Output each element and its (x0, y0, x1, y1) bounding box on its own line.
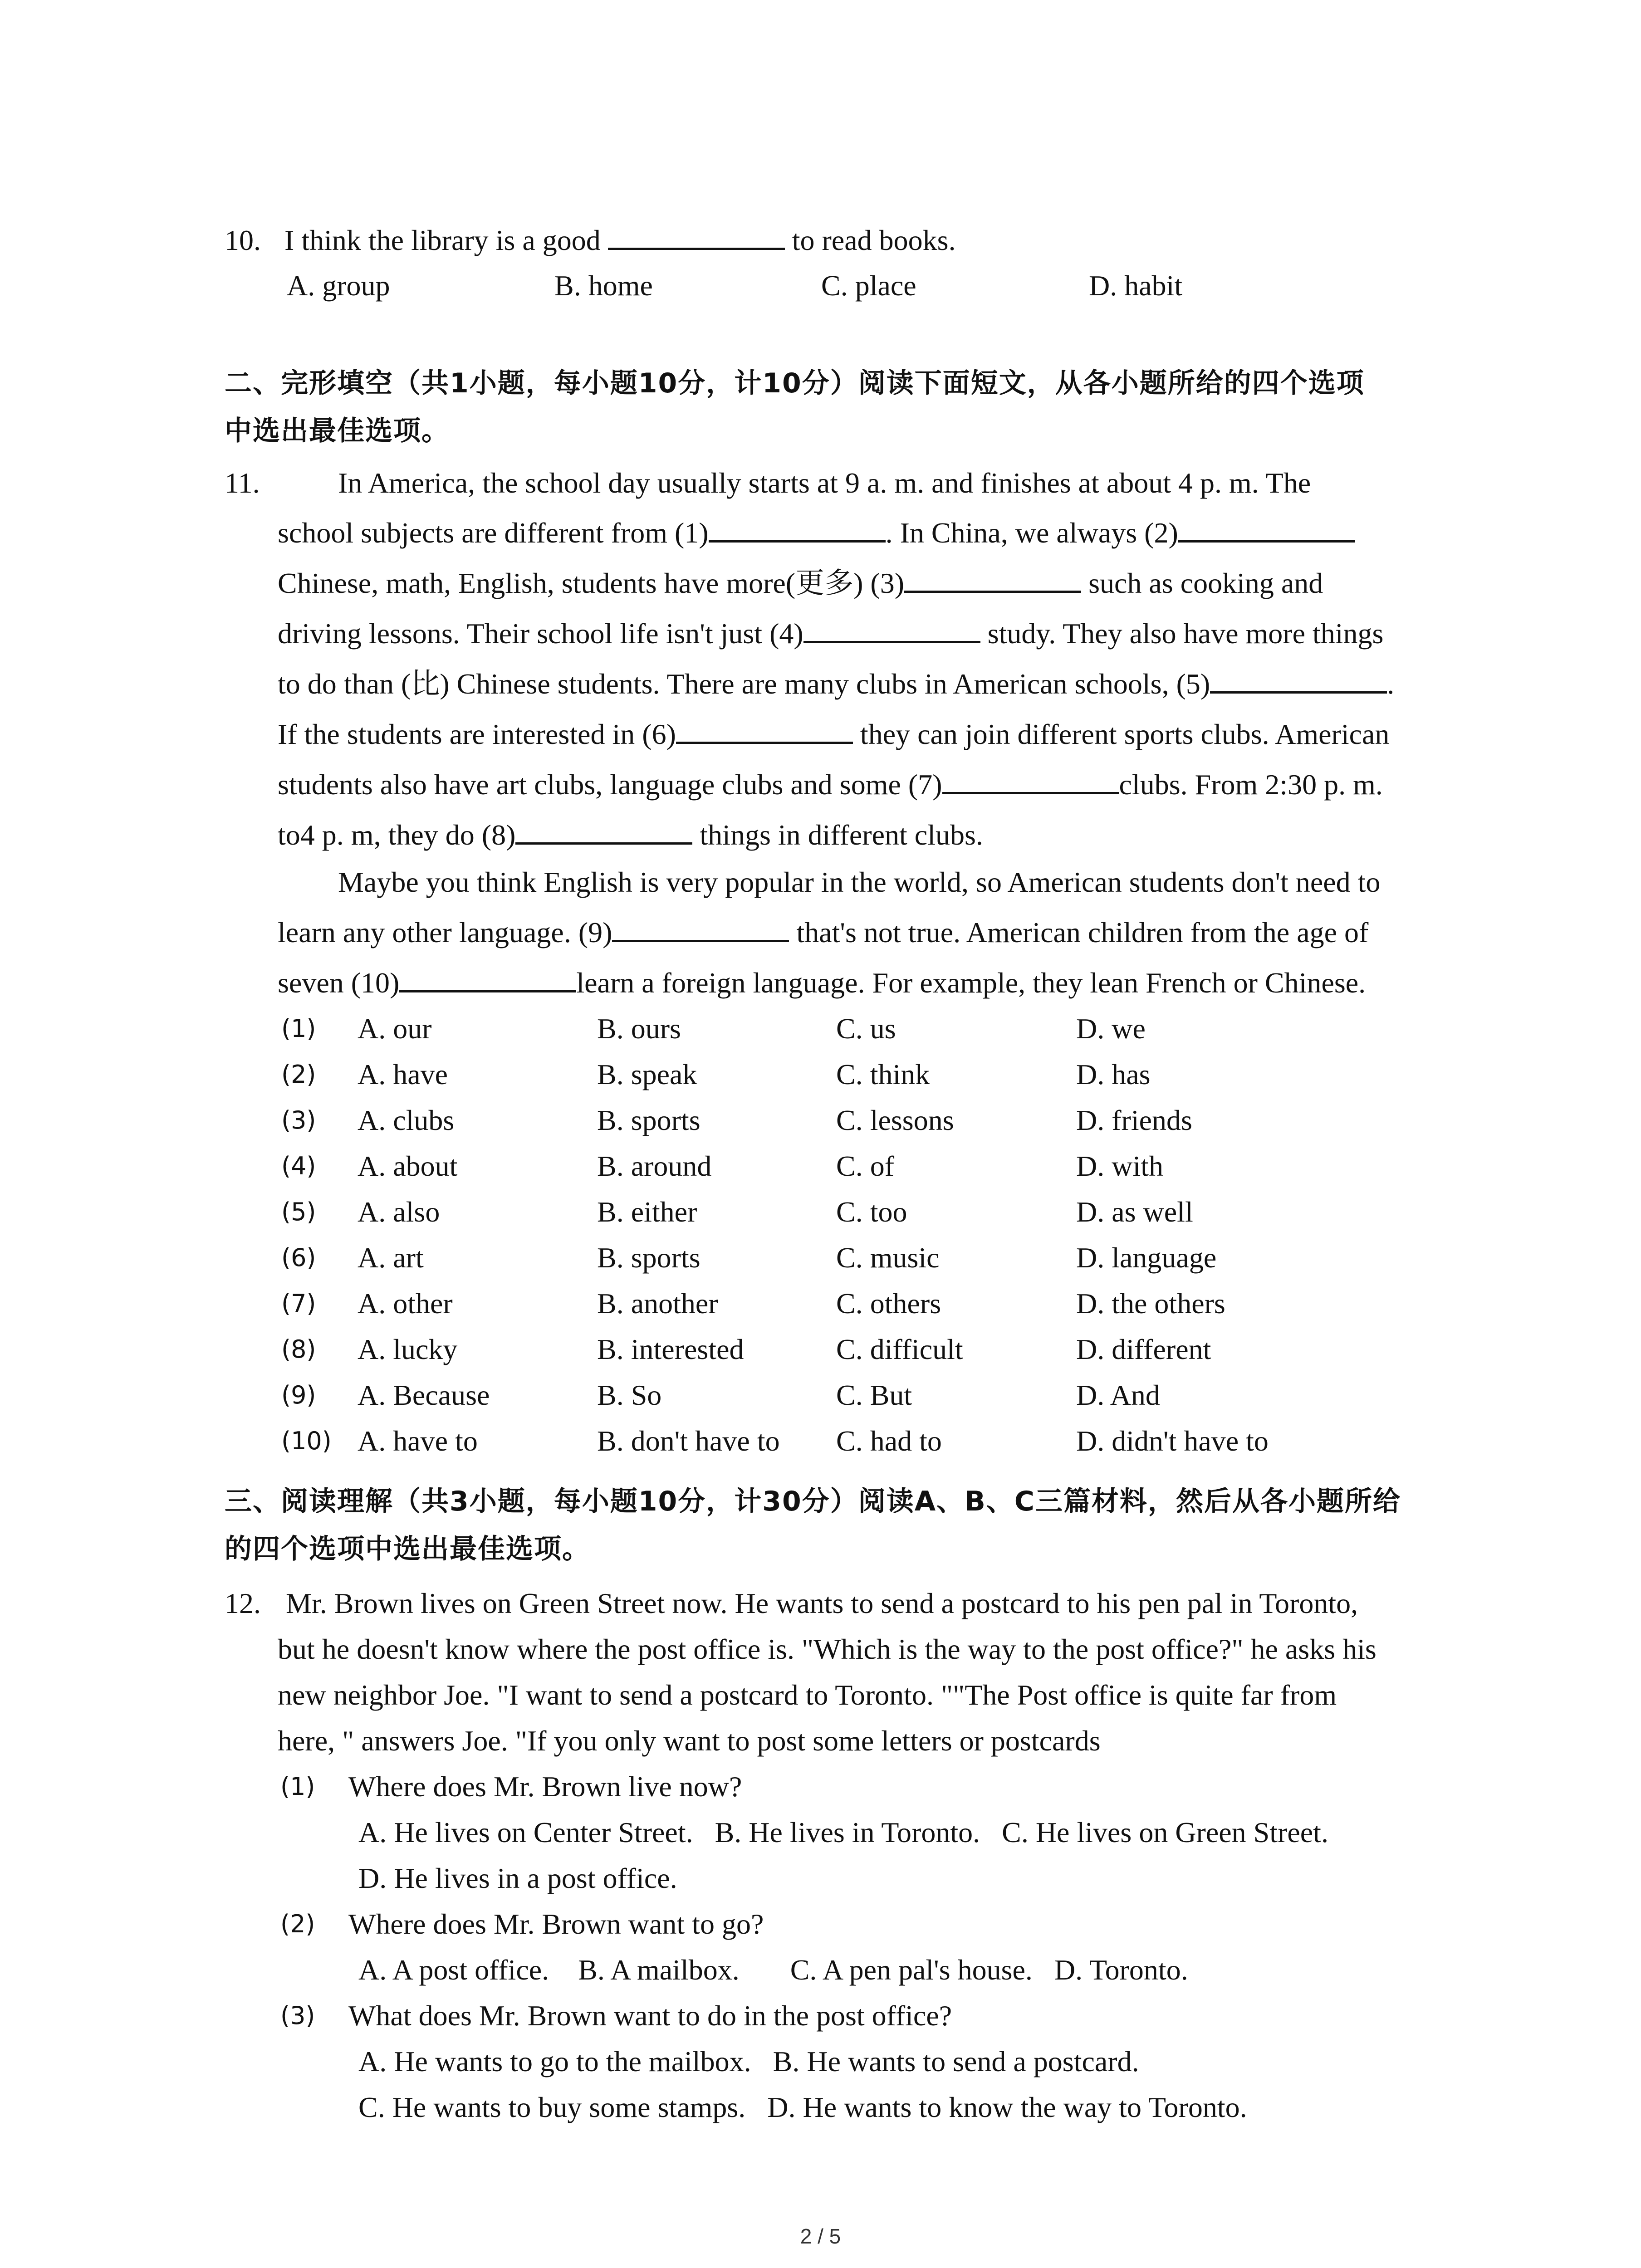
page-number: 2 / 5 (800, 2224, 841, 2248)
q10-number: 10. (225, 224, 261, 256)
q10-option-a: A. group (287, 269, 390, 302)
q11-blank-9 (612, 912, 789, 942)
q11-choice-option-b: B. either (597, 1196, 697, 1228)
q11-choice-number: (6) (281, 1243, 316, 1272)
q11-blank-2 (1178, 512, 1355, 543)
q11-choice-number: (9) (281, 1381, 316, 1409)
q10-option-c: C. place (821, 269, 916, 302)
q11-choice-option-b: B. speak (597, 1058, 697, 1090)
q11-choice-number: (7) (281, 1289, 316, 1318)
q11-passage-line: If the students are interested in (6) they can join different sports clubs. American (278, 712, 1389, 757)
q12-sub2-option-b: B. A mailbox. (578, 1954, 740, 1986)
q12-sub3-option-d: D. He wants to know the way to Toronto. (767, 2091, 1247, 2123)
q11-choice-option-a: A. our (358, 1012, 432, 1045)
q11-number: 11. (225, 467, 260, 499)
q11-choice-option-c: C. But (836, 1379, 912, 1411)
q11-passage-line: driving lessons. Their school life isn't just (4) study. They also have more things (278, 611, 1383, 656)
q11-choice-option-b: B. another (597, 1287, 718, 1320)
section3-heading-line1: 三、阅读理解（共3小题，每小题10分，计30分）阅读A、B、C三篇材料，然后从各小题所给 (225, 1486, 1401, 1517)
q11-choice-option-d: D. friends (1076, 1104, 1192, 1136)
section3-heading-line2: 的四个选项中选出最佳选项。 (225, 1533, 590, 1565)
q11-choice-number: (2) (281, 1060, 316, 1089)
q12-sub2-option-d: D. Toronto. (1054, 1954, 1188, 1986)
q12-sub3-question: What does Mr. Brown want to do in the post office? (348, 1999, 952, 2032)
q11-choice-option-d: D. different (1076, 1333, 1211, 1365)
q11-choice-option-d: D. language (1076, 1242, 1217, 1274)
q12-sub1-option-d: D. He lives in a post office. (358, 1862, 677, 1894)
q11-choice-option-d: D. we (1076, 1012, 1146, 1045)
q11-blank-10 (399, 962, 576, 992)
q11-choice-option-b: B. interested (597, 1333, 744, 1365)
q12-sub1-option-b: B. He lives in Toronto. (715, 1816, 980, 1848)
q11-choice-option-d: D. And (1076, 1379, 1160, 1411)
q11-choice-number: (5) (281, 1198, 316, 1226)
q11-choice-number: (3) (281, 1106, 316, 1134)
q10-stem-text: I think the library is a good (284, 224, 601, 256)
q11-passage-line: Chinese, math, English, students have more(更多) (3) such as cooking and (278, 561, 1323, 606)
q11-passage-line: In America, the school day usually starts at 9 a. m. and finishes at about 4 p. m. The (338, 467, 1311, 499)
q11-choice-option-a: A. lucky (358, 1333, 458, 1365)
q11-choice-number: (8) (281, 1335, 316, 1364)
section2-heading-line2: 中选出最佳选项。 (225, 415, 450, 447)
q11-passage-line: to do than (比) Chinese students. There are many clubs in American schools, (5) . (278, 661, 1394, 707)
q12-sub2-question: Where does Mr. Brown want to go? (348, 1908, 764, 1940)
q10-option-b: B. home (554, 269, 653, 302)
q10-stem (225, 218, 956, 263)
q11-choice-option-b: B. sports (597, 1104, 700, 1136)
q12-passage-line: Mr. Brown lives on Green Street now. He wants to send a postcard to his pen pal in Toronto, (286, 1587, 1358, 1619)
q11-choice-option-c: C. us (836, 1012, 896, 1045)
q12-sub3-number: (3) (280, 2001, 315, 2030)
q11-choice-number: (4) (281, 1152, 316, 1180)
q12-passage-line: new neighbor Joe. "I want to send a postcard to Toronto. ""The Post office is quite far from (278, 1679, 1337, 1711)
q12-sub2-option-a: A. A post office. (358, 1954, 549, 1986)
q11-choice-option-d: D. the others (1076, 1287, 1225, 1320)
q11-choice-option-c: C. lessons (836, 1104, 954, 1136)
q12-sub2-number: (2) (280, 1910, 315, 1938)
q11-blank-8 (515, 814, 692, 845)
q11-choice-option-c: C. others (836, 1287, 941, 1320)
section2-heading-line1: 二、完形填空（共1小题，每小题10分，计10分）阅读下面短文，从各小题所给的四个选项 (225, 367, 1365, 399)
q11-blank-1 (709, 512, 886, 543)
q11-choice-option-c: C. music (836, 1242, 940, 1274)
q11-choice-option-a: A. have to (358, 1425, 478, 1457)
q12-sub3-options-row1 (358, 2039, 1139, 2084)
q10-stem-text-end: to read books. (792, 224, 956, 256)
q12-passage-line: here, " answers Joe. "If you only want to post some letters or postcards (278, 1725, 1101, 1757)
q10-option-d: D. habit (1089, 269, 1183, 302)
q12-sub2-options (358, 1947, 1188, 1993)
q11-choice-option-c: C. think (836, 1058, 930, 1090)
q11-choice-option-d: D. didn't have to (1076, 1425, 1269, 1457)
q11-choice-option-a: A. about (358, 1150, 458, 1182)
q12-sub1-option-c: C. He lives on Green Street. (1002, 1816, 1328, 1848)
q11-choice-option-a: A. Because (358, 1379, 490, 1411)
q11-choice-option-b: B. sports (597, 1242, 700, 1274)
q11-blank-4 (803, 613, 980, 643)
q11-choice-option-c: C. too (836, 1196, 907, 1228)
q11-choice-option-a: A. have (358, 1058, 448, 1090)
q12-sub3-options-row2 (358, 2085, 1247, 2130)
q11-choice-option-b: B. don't have to (597, 1425, 780, 1457)
q10-blank (608, 220, 785, 250)
q11-choice-number: (1) (281, 1014, 316, 1043)
q11-choice-option-d: D. as well (1076, 1196, 1193, 1228)
q11-choice-option-a: A. art (358, 1242, 424, 1274)
q11-choice-option-d: D. has (1076, 1058, 1151, 1090)
q12-sub3-option-b: B. He wants to send a postcard. (773, 2045, 1139, 2077)
q11-blank-3 (904, 562, 1081, 593)
q11-choice-option-b: B. ours (597, 1012, 681, 1045)
q11-choice-option-c: C. difficult (836, 1333, 963, 1365)
q11-choice-option-a: A. clubs (358, 1104, 455, 1136)
q12-sub1-options (358, 1810, 1328, 1855)
q11-passage-line: learn any other language. (9) that's not true. American children from the age of (278, 910, 1368, 955)
q11-choice-option-c: C. of (836, 1150, 894, 1182)
q12-sub3-option-c: C. He wants to buy some stamps. (358, 2091, 746, 2123)
q11-passage-line: Maybe you think English is very popular in the world, so American students don't need to (338, 866, 1381, 898)
q12-sub1-option-a: A. He lives on Center Street. (358, 1816, 693, 1848)
q11-choice-option-b: B. around (597, 1150, 712, 1182)
q11-choice-option-a: A. other (358, 1287, 453, 1320)
q11-blank-6 (676, 714, 853, 744)
q12-sub2-option-c: C. A pen pal's house. (790, 1954, 1033, 1986)
q12-passage-line: but he doesn't know where the post office is. "Which is the way to the post office?" he asks his (278, 1633, 1376, 1665)
q12-sub3-option-a: A. He wants to go to the mailbox. (358, 2045, 751, 2077)
q11-passage-line: school subjects are different from (1) . In China, we always (2) (278, 510, 1355, 556)
q12-number: 12. (225, 1587, 261, 1619)
q11-choice-option-d: D. with (1076, 1150, 1163, 1182)
q11-blank-5 (1210, 663, 1387, 694)
q11-choice-number: (10) (281, 1427, 332, 1455)
q11-passage-line: to4 p. m, they do (8) things in different clubs. (278, 812, 983, 858)
q11-passage-line: students also have art clubs, language clubs and some (7) clubs. From 2:30 p. m. (278, 762, 1383, 807)
q11-blank-7 (942, 764, 1119, 794)
q11-choice-option-c: C. had to (836, 1425, 942, 1457)
q11-choice-option-a: A. also (358, 1196, 440, 1228)
q11-passage-line: seven (10) learn a foreign language. For example, they lean French or Chinese. (278, 960, 1366, 1006)
q12-sub1-number: (1) (280, 1772, 315, 1801)
q12-sub1-question: Where does Mr. Brown live now? (348, 1770, 742, 1803)
q11-choice-option-b: B. So (597, 1379, 662, 1411)
